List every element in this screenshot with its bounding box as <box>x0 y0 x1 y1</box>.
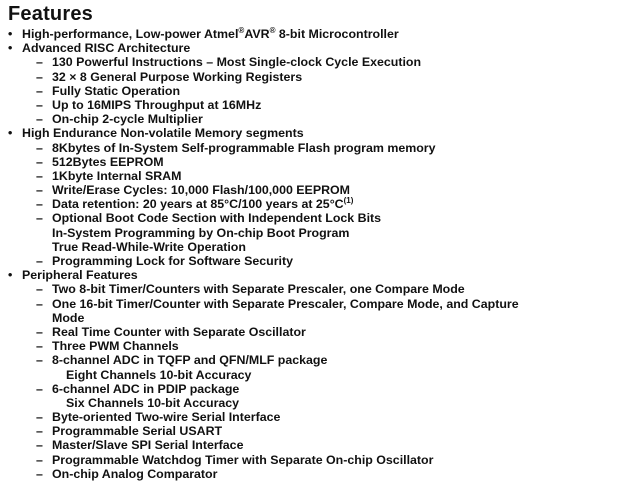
superscript-mark: ® <box>269 26 276 35</box>
dash-marker: – <box>36 197 43 212</box>
feature-subitem <box>0 254 638 268</box>
dash-marker: – <box>36 296 43 311</box>
feature-text <box>52 141 436 155</box>
text-segment: 32 × 8 General Purpose Working Registers <box>52 69 303 84</box>
text-segment: 8-bit Microcontroller <box>275 27 399 41</box>
text-segment: Six Channels 10-bit Accuracy <box>66 395 240 410</box>
feature-text <box>52 183 350 197</box>
feature-text <box>52 353 327 367</box>
dash-marker: – <box>36 254 43 268</box>
feature-subitem <box>0 453 638 467</box>
text-segment: Programming Lock for Software Security <box>52 254 293 268</box>
superscript-mark: (1) <box>343 196 354 206</box>
dash-marker: – <box>36 97 43 112</box>
feature-text <box>52 467 217 481</box>
feature-subitem <box>0 70 638 84</box>
feature-continuation <box>0 368 638 382</box>
text-segment: Fully Static Operation <box>52 83 181 98</box>
text-segment: True Read-While-Write Operation <box>52 239 246 254</box>
feature-text <box>52 70 302 84</box>
feature-text <box>66 368 251 382</box>
feature-text <box>52 325 306 339</box>
feature-subitem <box>0 98 638 112</box>
feature-text <box>52 55 421 69</box>
text-segment: Up to 16MIPS Throughput at 16MHz <box>52 97 262 112</box>
bullet-marker: • <box>8 268 13 283</box>
dash-marker: – <box>36 282 43 297</box>
feature-text <box>52 453 433 467</box>
dash-marker: – <box>36 183 43 198</box>
feature-subitem <box>0 410 638 424</box>
feature-continuation <box>0 226 638 240</box>
text-segment: Mode <box>52 310 85 325</box>
feature-continuation <box>0 396 638 410</box>
feature-list <box>0 27 638 481</box>
text-segment: Two 8-bit Timer/Counters with Separate Prescaler, one Compare Mode <box>52 282 465 297</box>
dash-marker: – <box>36 140 43 155</box>
feature-subitem <box>0 141 638 155</box>
text-segment: 8Kbytes of In-System Self-programmable Flash program memory <box>52 140 436 155</box>
dash-marker: – <box>36 466 43 481</box>
dash-marker: – <box>36 381 43 396</box>
dash-marker: – <box>36 211 43 226</box>
feature-subitem <box>0 339 638 353</box>
feature-item <box>0 41 638 55</box>
feature-subitem <box>0 353 638 367</box>
text-segment: In-System Programming by On-chip Boot Program <box>52 225 350 240</box>
text-segment: AVR <box>244 27 270 41</box>
feature-text <box>52 84 180 98</box>
text-segment: Three PWM Channels <box>52 339 179 354</box>
feature-text <box>52 226 349 240</box>
text-segment: 8-channel ADC in TQFP and QFN/MLF package <box>52 353 328 368</box>
bullet-marker: • <box>8 126 13 141</box>
text-segment: Eight Channels 10-bit Accuracy <box>66 367 252 382</box>
bullet-marker: • <box>8 41 13 56</box>
dash-marker: – <box>36 83 43 98</box>
text-segment: Byte-oriented Two-wire Serial Interface <box>52 410 281 425</box>
dash-marker: – <box>36 339 43 354</box>
feature-subitem <box>0 282 638 296</box>
feature-text <box>52 424 222 438</box>
text-segment: Peripheral Features <box>22 268 138 283</box>
text-segment: Real Time Counter with Separate Oscillator <box>52 324 306 339</box>
text-segment: Master/Slave SPI Serial Interface <box>52 438 244 453</box>
text-segment: 512Bytes EEPROM <box>52 154 164 169</box>
feature-text <box>52 240 246 254</box>
feature-text <box>52 169 181 183</box>
feature-item <box>0 27 638 41</box>
feature-subitem <box>0 382 638 396</box>
feature-text <box>52 410 280 424</box>
feature-subitem <box>0 438 638 452</box>
dash-marker: – <box>36 69 43 84</box>
text-segment: One 16-bit Timer/Counter with Separate Prescaler, Compare Mode, and Capture <box>52 296 519 311</box>
feature-text <box>52 339 179 353</box>
dash-marker: – <box>36 168 43 183</box>
dash-marker: – <box>36 112 43 127</box>
text-segment: Optional Boot Code Section with Independent Lock Bits <box>52 211 382 226</box>
feature-subitem <box>0 155 638 169</box>
feature-text <box>66 396 239 410</box>
dash-marker: – <box>36 55 43 70</box>
text-segment: Programmable Serial USART <box>52 424 223 439</box>
feature-subitem <box>0 84 638 98</box>
dash-marker: – <box>36 452 43 467</box>
feature-text <box>22 126 304 140</box>
feature-text <box>22 27 399 41</box>
dash-marker: – <box>36 410 43 425</box>
feature-continuation <box>0 311 638 325</box>
text-segment: Advanced RISC Architecture <box>22 41 191 56</box>
page-title: Features <box>8 3 93 25</box>
text-segment: High-performance, Low-power Atmel <box>22 27 239 41</box>
dash-marker: – <box>36 353 43 368</box>
feature-text <box>52 382 239 396</box>
feature-subitem <box>0 169 638 183</box>
feature-continuation <box>0 240 638 254</box>
text-segment: 6-channel ADC in PDIP package <box>52 381 240 396</box>
dash-marker: – <box>36 324 43 339</box>
feature-item <box>0 126 638 140</box>
feature-text <box>52 211 381 225</box>
feature-text <box>52 155 164 169</box>
feature-subitem <box>0 297 638 311</box>
text-segment: High Endurance Non-volatile Memory segments <box>22 126 304 141</box>
text-segment: 1Kbyte Internal SRAM <box>52 168 182 183</box>
text-segment: Data retention: 20 years at 85°C/100 years at 25°C <box>52 197 344 212</box>
dash-marker: – <box>36 438 43 453</box>
dash-marker: – <box>36 424 43 439</box>
feature-subitem <box>0 424 638 438</box>
text-segment: On-chip 2-cycle Multiplier <box>52 112 203 127</box>
text-segment: 130 Powerful Instructions – Most Single-clock Cycle Execution <box>52 55 422 70</box>
superscript-mark: ® <box>238 26 245 35</box>
feature-subitem <box>0 197 638 211</box>
feature-subitem <box>0 325 638 339</box>
feature-text <box>52 197 353 211</box>
feature-item <box>0 268 638 282</box>
text-segment: On-chip Analog Comparator <box>52 466 218 481</box>
feature-subitem <box>0 211 638 225</box>
feature-text <box>52 311 84 325</box>
feature-text <box>52 438 243 452</box>
feature-text <box>52 282 465 296</box>
bullet-marker: • <box>8 27 13 41</box>
feature-text <box>22 268 138 282</box>
feature-text <box>52 112 203 126</box>
feature-text <box>22 41 190 55</box>
feature-subitem <box>0 112 638 126</box>
text-segment: Programmable Watchdog Timer with Separate On-chip Oscillator <box>52 452 434 467</box>
feature-text <box>52 98 261 112</box>
dash-marker: – <box>36 154 43 169</box>
feature-text <box>52 297 519 311</box>
feature-subitem <box>0 467 638 481</box>
feature-text <box>52 254 293 268</box>
feature-subitem <box>0 183 638 197</box>
feature-subitem <box>0 55 638 69</box>
text-segment: Write/Erase Cycles: 10,000 Flash/100,000 EEPROM <box>52 183 350 198</box>
